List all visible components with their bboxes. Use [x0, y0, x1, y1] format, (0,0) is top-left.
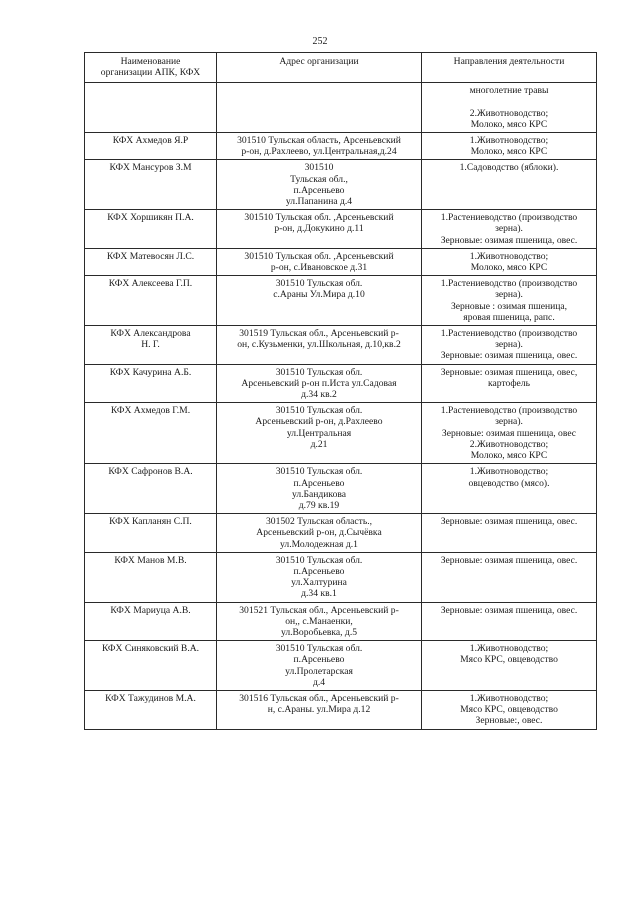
organization-name-cell	[85, 464, 217, 514]
header-line: Адрес организации	[279, 56, 359, 67]
cell-line: Зерновые: озимая пшеница, овес.	[440, 234, 578, 246]
cell-line: 301510 Тульская обл. ,Арсеньевский	[244, 250, 394, 262]
organization-name-cell	[85, 133, 217, 160]
cell-line: КФХ Манов М.В.	[114, 554, 187, 566]
cell-line: 301519 Тульская обл., Арсеньевский р-	[239, 328, 399, 340]
cell-line: д.34 кв.1	[301, 588, 337, 600]
cell-line: п.Арсеньево	[293, 184, 345, 196]
table-body	[85, 83, 597, 729]
cell-line: КФХ Сафронов В.А.	[108, 466, 193, 478]
cell-line: 1.Растениеводство (производство	[440, 212, 578, 224]
cell-line: Арсеньевский р-он, д.Сычёвка	[256, 527, 382, 539]
organization-name-cell	[85, 160, 217, 210]
cell-line: 1.Животноводство;	[469, 643, 549, 655]
organizations-table	[84, 52, 597, 730]
cell-line: Зерновые: озимая пшеница, овес,	[440, 366, 578, 378]
activity-cell	[422, 83, 597, 133]
cell-line: ул.Бандикова	[291, 488, 347, 500]
cell-line: Зерновые: озимая пшеница, овес.	[440, 350, 578, 362]
cell-line: п.Арсеньево	[293, 654, 345, 666]
cell-line: Молоко, мясо КРС	[470, 146, 548, 158]
cell-line: 1.Животноводство;	[469, 692, 549, 704]
cell-line: КФХ Ахмедов Я.Р	[112, 135, 189, 147]
cell-line: Арсеньевский р-он, д.Рахлеево	[255, 416, 383, 428]
activity-cell	[422, 641, 597, 691]
cell-line: д.34 кв.2	[301, 389, 337, 401]
cell-line: Молоко, мясо КРС	[470, 118, 548, 130]
address-cell	[217, 641, 422, 691]
address-cell	[217, 364, 422, 403]
cell-line: Зерновые: озимая пшеница, овес.	[440, 554, 578, 566]
cell-line: 301510 Тульская обл. ,Арсеньевский	[244, 212, 394, 224]
header-activity	[422, 53, 597, 83]
cell-line: Молоко, мясо КРС	[470, 262, 548, 274]
activity-cell	[422, 602, 597, 641]
activity-cell	[422, 133, 597, 160]
organization-name-cell	[85, 276, 217, 326]
cell-line: ул.Центральная	[286, 427, 352, 439]
cell-line: р-он, д.Рахлеево, ул.Центральная,д.24	[241, 146, 397, 158]
activity-cell	[422, 210, 597, 249]
activity-cell	[422, 403, 597, 464]
cell-line: Зерновые: озимая пшеница, овес.	[440, 516, 578, 528]
cell-line: зерна).	[495, 416, 523, 428]
cell-line: 1.Растениеводство (производство	[440, 405, 578, 417]
cell-line: Тульская обл.,	[290, 173, 348, 185]
cell-line: р-он, с.Ивановское д.31	[270, 262, 368, 274]
cell-line: ул.Пролетарская	[285, 665, 353, 677]
cell-line: КФХ Качурина А.Б.	[109, 366, 192, 378]
cell-line	[425, 97, 593, 108]
cell-line: КФХ Александрова	[110, 328, 191, 340]
cell-line: 1.Животноводство;	[469, 135, 549, 147]
cell-line: п.Арсеньево	[293, 477, 345, 489]
cell-line: ул.Халтурина	[291, 577, 347, 589]
cell-line: 301510 Тульская обл.	[275, 405, 363, 417]
cell-line: ул.Молодежная д.1	[280, 538, 358, 550]
activity-cell	[422, 464, 597, 514]
address-cell	[217, 326, 422, 365]
cell-line: ул.Воробьевка, д.5	[280, 626, 358, 638]
address-cell	[217, 210, 422, 249]
address-cell	[217, 514, 422, 553]
cell-line: КФХ Хоршикян П.А.	[107, 212, 194, 224]
cell-line: Зерновые:, овес.	[475, 715, 543, 727]
page-number: 252	[312, 36, 328, 47]
cell-line: 2.Животноводство;	[469, 107, 549, 119]
cell-line: р-он, д.Докукино д.11	[274, 223, 364, 235]
cell-line: многолетние травы	[469, 85, 549, 97]
cell-line: КФХ Мариуца А.В.	[110, 604, 191, 616]
cell-line: 1.Растениеводство (производство	[440, 278, 578, 290]
organization-name-cell	[85, 83, 217, 133]
address-cell	[217, 690, 422, 729]
cell-line: Мясо КРС, овцеводство	[460, 704, 558, 716]
address-cell	[217, 248, 422, 275]
cell-line: КФХ Алексеева Г.П.	[108, 278, 193, 290]
organization-name-cell	[85, 364, 217, 403]
cell-line: 301510 Тульская область, Арсеньевский	[237, 135, 401, 147]
cell-line: КФХ Мансуров З.М	[109, 162, 192, 174]
address-cell	[217, 403, 422, 464]
table-row	[85, 83, 597, 133]
cell-line: КФХ Матевосян Л.С.	[106, 250, 195, 262]
cell-line: 301510	[304, 162, 334, 174]
cell-line: овцеводство (мясо).	[468, 477, 550, 489]
organization-name-cell	[85, 248, 217, 275]
cell-line: зерна).	[495, 223, 523, 235]
table-row	[85, 276, 597, 326]
organization-name-cell	[85, 514, 217, 553]
table-row	[85, 602, 597, 641]
cell-line: 301510 Тульская обл.	[275, 643, 363, 655]
cell-line: Зерновые: озимая пшеница, овес	[441, 427, 577, 439]
header-line: Наименование	[120, 56, 181, 67]
cell-line: Зерновые: озимая пшеница, овес.	[440, 604, 578, 616]
cell-line: 301521 Тульская обл., Арсеньевский р-	[239, 604, 399, 616]
activity-cell	[422, 514, 597, 553]
cell-line: д.4	[312, 676, 326, 688]
activity-cell	[422, 552, 597, 602]
cell-line: 301510 Тульская обл.	[275, 554, 363, 566]
organization-name-cell	[85, 690, 217, 729]
cell-line: 301516 Тульская обл., Арсеньевский р-	[239, 692, 399, 704]
cell-line: 301510 Тульская обл.	[275, 366, 363, 378]
cell-line: он,, с.Манаенки,	[285, 615, 353, 627]
cell-line: н, с.Араны. ул.Мира д.12	[267, 704, 371, 716]
address-cell	[217, 464, 422, 514]
table-row	[85, 160, 597, 210]
cell-line: он, с.Кузьменки, ул.Школьная, д.10,кв.2	[237, 339, 401, 351]
cell-line: 301510 Тульская обл.	[275, 466, 363, 478]
activity-cell	[422, 276, 597, 326]
activity-cell	[422, 160, 597, 210]
address-cell	[217, 83, 422, 133]
organization-name-cell	[85, 552, 217, 602]
header-line: организации АПК, КФХ	[100, 67, 201, 79]
activity-cell	[422, 690, 597, 729]
cell-line: Молоко, мясо КРС	[470, 450, 548, 462]
organization-name-cell	[85, 403, 217, 464]
organization-name-cell	[85, 326, 217, 365]
table-header-row	[85, 53, 597, 83]
organization-name-cell	[85, 641, 217, 691]
cell-line: Зерновые : озимая пшеница,	[450, 300, 568, 312]
cell-line: д.21	[310, 438, 328, 450]
cell-line: 301502 Тульская область.,	[265, 516, 373, 528]
cell-line: КФХ Капланян С.П.	[109, 516, 192, 528]
cell-line: яровая пшеница, рапс.	[463, 311, 555, 323]
cell-line: 1.Животноводство;	[469, 466, 549, 478]
cell-line: Мясо КРС, овцеводство	[460, 654, 558, 666]
cell-line: ул.Папанина д.4	[285, 196, 353, 208]
cell-line: КФХ Тажудинов М.А.	[105, 692, 196, 704]
cell-line: 1.Садоводство (яблоки).	[459, 162, 559, 174]
address-cell	[217, 602, 422, 641]
cell-line: 1.Растениеводство (производство	[440, 328, 578, 340]
table-row	[85, 403, 597, 464]
address-cell	[217, 133, 422, 160]
address-cell	[217, 160, 422, 210]
organization-name-cell	[85, 210, 217, 249]
cell-line: с.Араны Ул.Мира д.10	[273, 289, 365, 301]
activity-cell	[422, 326, 597, 365]
table-row	[85, 514, 597, 553]
cell-line: КФХ Ахмедов Г.М.	[110, 405, 191, 417]
table-row	[85, 364, 597, 403]
header-organization-name	[85, 53, 217, 83]
cell-line: п.Арсеньево	[293, 565, 345, 577]
cell-line: 2.Животноводство;	[469, 438, 549, 450]
activity-cell	[422, 248, 597, 275]
table-row	[85, 210, 597, 249]
cell-line: 301510 Тульская обл.	[275, 278, 363, 290]
address-cell	[217, 552, 422, 602]
table-row	[85, 552, 597, 602]
cell-line: КФХ Синяковский В.А.	[101, 643, 200, 655]
cell-line: 1.Животноводство;	[469, 250, 549, 262]
header-line: Направления деятельности	[453, 56, 565, 67]
table-row	[85, 641, 597, 691]
cell-line: Н. Г.	[141, 339, 160, 351]
organization-name-cell	[85, 602, 217, 641]
table-row	[85, 248, 597, 275]
table-row	[85, 464, 597, 514]
cell-line: зерна).	[495, 289, 523, 301]
cell-line: Арсеньевский р-он п.Иста ул.Садовая	[241, 377, 397, 389]
table-row	[85, 326, 597, 365]
cell-line: д.79 кв.19	[298, 499, 340, 511]
address-cell	[217, 276, 422, 326]
cell-line: картофель	[488, 377, 530, 389]
cell-line: зерна).	[495, 339, 523, 351]
table-row	[85, 690, 597, 729]
table-row	[85, 133, 597, 160]
activity-cell	[422, 364, 597, 403]
header-address	[217, 53, 422, 83]
